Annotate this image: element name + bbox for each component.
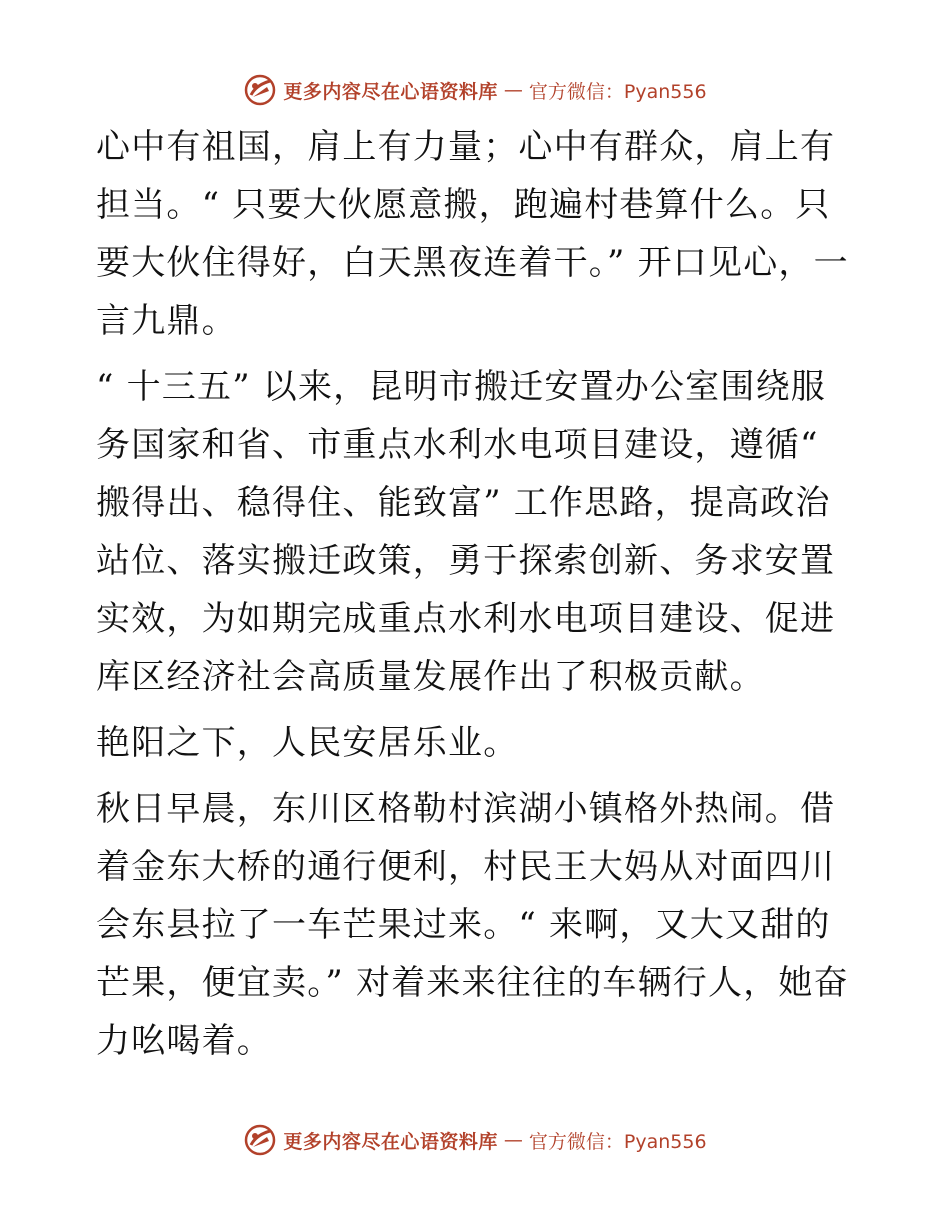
book-logo-icon [243,1123,277,1157]
banner-contact-text: 官方微信：Pyan556 [528,1130,707,1153]
paragraph: 心中有祖国，肩上有力量；心中有群众，肩上有担当。“ 只要大伙愿意搬，跑遍村巷算什么。只要大伙住得好，白天黑夜连着干。” 开口见心，一言九鼎。 [96,127,849,341]
book-logo-icon [243,73,277,107]
paragraph: 秋日早晨，东川区格勒村滨湖小镇格外热闹。借着金东大桥的通行便利，村民王大妈从对面四川会东县拉了一车芒果过来。“ 来啊，又大又甜的芒果，便宜卖。” 对着来来往往的车辆行人，她奋力吆喝着。 [96,789,849,1061]
banner-brand-text: 更多内容尽在心语资料库 [283,80,498,103]
banner-separator: — [503,1129,523,1151]
banner-contact-text: 官方微信：Pyan556 [528,80,707,103]
footer-banner [0,1120,950,1160]
banner-brand-text: 更多内容尽在心语资料库 [283,1130,498,1153]
banner-separator: — [503,79,523,101]
paragraph: “ 十三五” 以来，昆明市搬迁安置办公室围绕服务国家和省、市重点水利水电项目建设，遵循“ 搬得出、稳得住、能致富” 工作思路，提高政治站位、落实搬迁政策，勇于探索创新、务求安置实效，为如期完成重点水利水电项目建设、促进库区经济社会高质量发展作出了积极贡献。 [96,367,836,697]
paragraph: 艳阳之下，人民安居乐业。 [96,723,519,763]
header-banner [0,70,950,110]
document-body [96,118,852,1078]
